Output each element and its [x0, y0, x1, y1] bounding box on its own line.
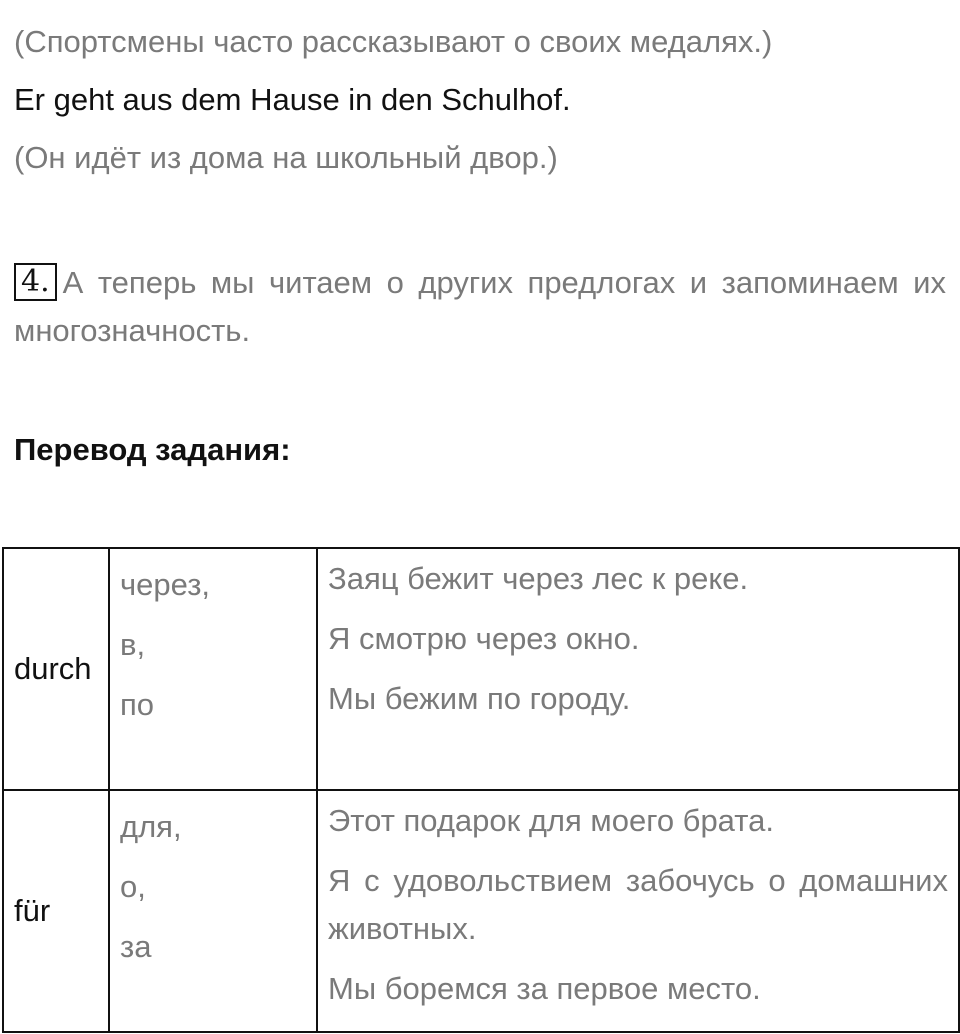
- table-row: [3, 790, 959, 1032]
- translations-cell: [109, 548, 317, 790]
- example-sentence: Мы бежим по городу.: [328, 681, 631, 716]
- translation-item: в,: [120, 627, 146, 662]
- translation-item: о,: [120, 869, 146, 904]
- preposition-word: durch: [14, 651, 92, 686]
- example-sentence: Мы боремся за первое место.: [328, 971, 761, 1006]
- translations-cell: [109, 790, 317, 1032]
- preposition-cell: [3, 548, 109, 790]
- translation-line-1: (Спортсмены часто рассказывают о своих медалях.): [14, 24, 773, 59]
- translation-item: за: [120, 929, 152, 964]
- preposition-cell: [3, 790, 109, 1032]
- task-number: 4.: [14, 263, 57, 301]
- example-sentence: Заяц бежит через лес к реке.: [328, 561, 749, 596]
- example-sentence: Этот подарок для моего брата.: [328, 803, 774, 838]
- example-sentence: Я с удовольствием забочусь о домашних животных.: [328, 863, 948, 946]
- examples-cell: [317, 548, 959, 790]
- translation-item: для,: [120, 809, 182, 844]
- translation-item: через,: [120, 567, 211, 602]
- examples-cell: [317, 790, 959, 1032]
- table-row: [3, 548, 959, 790]
- translation-item: по: [120, 687, 155, 722]
- translation-line-2: (Он идёт из дома на школьный двор.): [14, 140, 558, 175]
- task-text: А теперь мы читаем о других предлогах и запоминаем их многозначность.: [14, 265, 946, 348]
- example-sentence: Я смотрю через окно.: [328, 621, 640, 656]
- prepositions-table: [2, 547, 960, 1033]
- task-paragraph: [14, 259, 946, 355]
- section-heading: Перевод задания:: [14, 432, 291, 467]
- german-sentence: Er geht aus dem Hause in den Schulhof.: [14, 82, 571, 117]
- preposition-word: für: [14, 893, 51, 928]
